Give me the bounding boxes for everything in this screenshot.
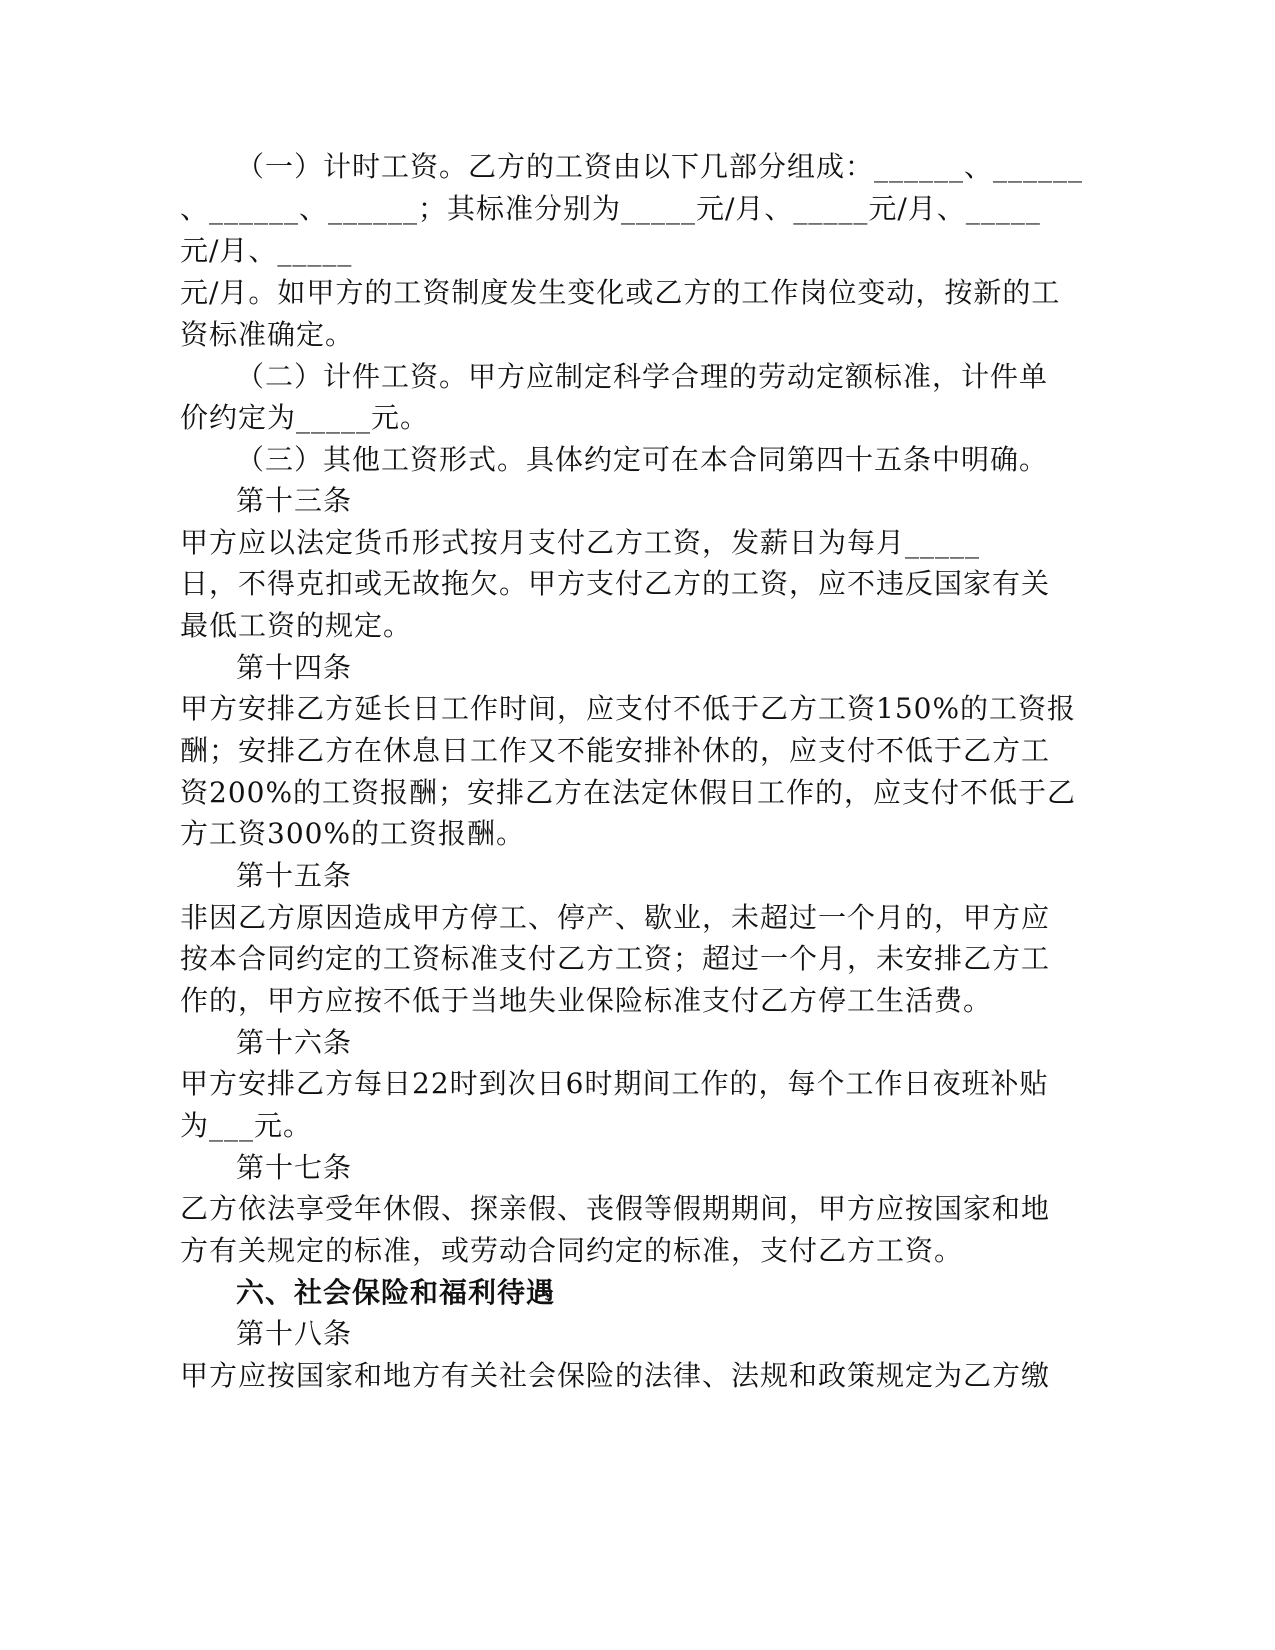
article-13-line: 最低工资的规定。 (180, 609, 413, 642)
section-heading: 六、社会保险和福利待遇 (236, 1276, 556, 1309)
para-time-wage-line: 元/月。如甲方的工资制度发生变化或乙方的工作岗位变动，按新的工 (180, 276, 1061, 309)
article-18-line: 甲方应按国家和地方有关社会保险的法律、法规和政策规定为乙方缴 (180, 1359, 1051, 1392)
article-13-line: 甲方应以法定货币形式按月支付乙方工资，发薪日为每月_____ (180, 526, 981, 559)
para-piece-wage-line: 价约定为_____元。 (180, 401, 430, 434)
para-time-wage-line: （一）计时工资。乙方的工资由以下几部分组成：______、______ (236, 150, 1084, 183)
article-17-line: 乙方依法享受年休假、探亲假、丧假等假期期间，甲方应按国家和地 (180, 1192, 1051, 1225)
para-time-wage-line: 资标准确定。 (180, 318, 355, 351)
article-15-line: 非因乙方原因造成甲方停工、停产、歇业，未超过一个月的，甲方应 (180, 901, 1051, 934)
article-16-line: 为___元。 (180, 1109, 313, 1142)
para-other-wage-line: （三）其他工资形式。具体约定可在本合同第四十五条中明确。 (236, 443, 1049, 476)
article-heading: 第十八条 (236, 1317, 353, 1350)
para-time-wage-line: 、______、______；其标准分别为_____元/月、_____元/月、_____ (180, 192, 1041, 225)
article-14-line: 甲方安排乙方延长日工作时间，应支付不低于乙方工资150%的工资报 (180, 692, 1077, 725)
article-15-line: 作的，甲方应按不低于当地失业保险标准支付乙方停工生活费。 (180, 984, 993, 1017)
para-piece-wage-line: （二）计件工资。甲方应制定科学合理的劳动定额标准，计件单 (236, 360, 1049, 393)
para-time-wage-line: 元/月、_____ (180, 234, 353, 267)
article-heading: 第十四条 (236, 651, 353, 684)
article-14-line: 资200%的工资报酬；安排乙方在法定休假日工作的，应支付不低于乙 (180, 776, 1077, 809)
article-15-line: 按本合同约定的工资标准支付乙方工资；超过一个月，未安排乙方工 (180, 942, 1051, 975)
article-14-line: 方工资300%的工资报酬。 (180, 817, 526, 850)
article-heading: 第十三条 (236, 484, 353, 517)
article-heading: 第十六条 (236, 1026, 353, 1059)
article-16-line: 甲方安排乙方每日22时到次日6时期间工作的，每个工作日夜班补贴 (180, 1067, 1049, 1100)
article-13-line: 日，不得克扣或无故拖欠。甲方支付乙方的工资，应不违反国家有关 (180, 567, 1051, 600)
article-heading: 第十七条 (236, 1151, 353, 1184)
article-heading: 第十五条 (236, 859, 353, 892)
article-14-line: 酬；安排乙方在休息日工作又不能安排补休的，应支付不低于乙方工 (180, 734, 1051, 767)
article-17-line: 方有关规定的标准，或劳动合同约定的标准，支付乙方工资。 (180, 1234, 964, 1267)
